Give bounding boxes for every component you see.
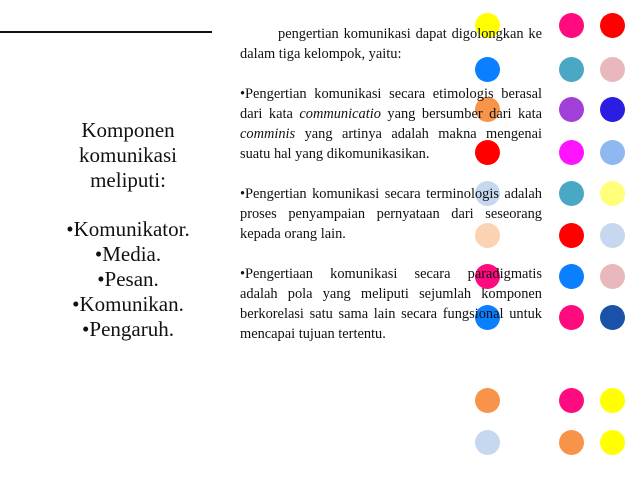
paragraph-text: yang bersumber dari kata <box>380 106 542 122</box>
decorative-dot <box>600 264 625 289</box>
decorative-dot <box>559 97 584 122</box>
components-title <box>10 118 246 193</box>
title-line: meliputi: <box>90 168 166 192</box>
decorative-dot <box>559 57 584 82</box>
decorative-dot <box>600 305 625 330</box>
decorative-dot <box>600 97 625 122</box>
decorative-dot <box>559 305 584 330</box>
decorative-dot <box>600 181 625 206</box>
decorative-dot <box>559 13 584 38</box>
paragraph-text: yang artinya adalah makna mengenai suatu hal yang dikomunikasikan. <box>240 126 542 162</box>
decorative-dot <box>559 388 584 413</box>
decorative-dot <box>600 388 625 413</box>
latin-term: communicatio <box>299 106 381 122</box>
decorative-dot <box>559 181 584 206</box>
top-divider-line <box>0 31 212 33</box>
decorative-dot <box>475 388 500 413</box>
definition-text <box>240 24 542 344</box>
decorative-dot <box>559 264 584 289</box>
intro-paragraph: pengertian komunikasi dapat digolongkan ke dalam tiga kelompok, yaitu: <box>240 26 542 62</box>
decorative-dot <box>559 140 584 165</box>
decorative-dot <box>600 223 625 248</box>
latin-term: comminis <box>240 126 296 142</box>
component-item: •Media. <box>94 242 162 266</box>
paragraph-text: •Pengertian komunikasi secara etimologis berasal dari kata <box>240 86 542 122</box>
component-item: •Komunikan. <box>72 292 184 316</box>
paradigm-paragraph: •Pengertiaan komunikasi secara paradigmatis adalah pola yang meliputi sejumlah komponen berkorelasi satu sama lain secara fungsional untuk mencapai tujuan tertentu. <box>240 266 542 342</box>
decorative-dot <box>600 140 625 165</box>
title-line: komunikasi <box>79 143 177 167</box>
etymology-paragraph <box>240 84 542 164</box>
decorative-dot <box>475 430 500 455</box>
decorative-dot <box>600 13 625 38</box>
terminology-paragraph: •Pengertian komunikasi secara terminologis adalah proses penyampaian pernyataan dari seseorang kepada orang lain. <box>240 186 542 242</box>
components-list <box>10 118 246 342</box>
component-item: •Pengaruh. <box>82 317 174 341</box>
decorative-dot <box>600 57 625 82</box>
title-line: Komponen <box>81 118 175 142</box>
decorative-dot <box>559 430 584 455</box>
decorative-dot <box>600 430 625 455</box>
component-item: •Komunikator. <box>66 217 190 241</box>
decorative-dot <box>559 223 584 248</box>
component-item: •Pesan. <box>97 267 159 291</box>
